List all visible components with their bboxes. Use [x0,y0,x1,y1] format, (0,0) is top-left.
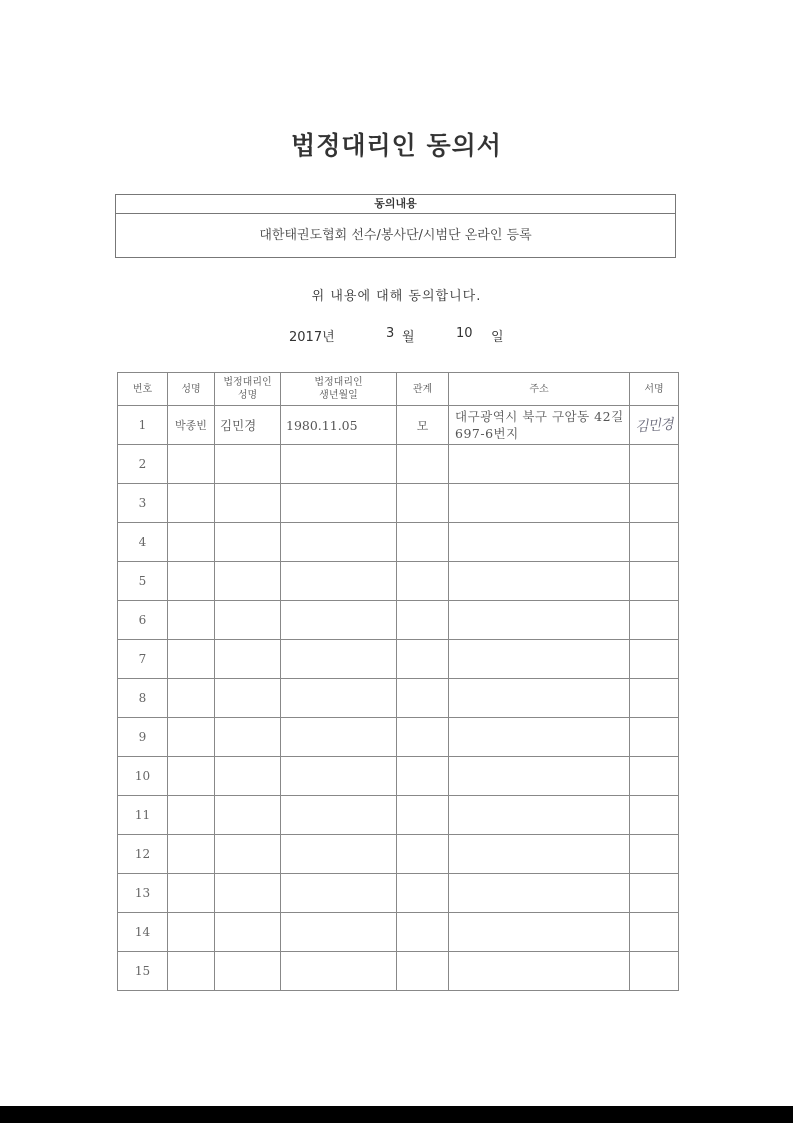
cell-num: 11 [118,796,168,835]
table-row [118,796,679,835]
cell-num: 10 [118,757,168,796]
cell-signature [630,640,679,679]
table-row [118,757,679,796]
cell-address [449,484,630,523]
page-title: 법정대리인 동의서 [291,131,502,160]
cell-signature [630,523,679,562]
cell-guardian-name [215,913,281,952]
cell-guardian-birth [281,445,397,484]
cell-address [449,913,630,952]
cell-guardian-birth [281,484,397,523]
cell-address [449,718,630,757]
cell-name [168,952,215,991]
cell-address [449,679,630,718]
date-day-unit: 일 [491,330,504,345]
cell-signature [630,718,679,757]
cell-name [168,913,215,952]
cell-signature [630,484,679,523]
consent-statement: 위 내용에 대해 동의합니다. [311,289,482,304]
cell-signature [630,679,679,718]
header-guardian-name [215,373,281,406]
cell-relation [397,679,449,718]
cell-relation [397,484,449,523]
cell-guardian-birth [281,679,397,718]
cell-num: 15 [118,952,168,991]
table-row [118,718,679,757]
table-row [118,835,679,874]
header-guardian-birth-line2: 생년월일 [319,390,358,401]
cell-name [168,445,215,484]
header-guardian-name-line1: 법정대리인 [223,377,272,388]
header-name: 성명 [168,373,215,406]
cell-relation [397,835,449,874]
cell-relation [397,562,449,601]
cell-relation [397,718,449,757]
cell-signature [630,835,679,874]
cell-address [449,523,630,562]
cell-num: 2 [118,445,168,484]
cell-guardian-name [215,952,281,991]
cell-address [449,874,630,913]
table-row [118,601,679,640]
cell-signature [630,913,679,952]
header-num: 번호 [118,373,168,406]
cell-signature [630,562,679,601]
header-signature: 서명 [630,373,679,406]
scan-border [0,1106,793,1123]
table-header-row [118,373,679,406]
cell-guardian-birth [281,562,397,601]
cell-num: 4 [118,523,168,562]
cell-name [168,601,215,640]
cell-signature [630,874,679,913]
cell-name [168,679,215,718]
cell-num: 6 [118,601,168,640]
cell-num: 9 [118,718,168,757]
cell-signature [630,601,679,640]
cell-num: 12 [118,835,168,874]
cell-guardian-name [215,445,281,484]
table-row [118,952,679,991]
table-row [118,874,679,913]
cell-guardian-birth: 1980.11.05 [281,406,397,445]
table-row [118,523,679,562]
cell-relation [397,640,449,679]
cell-name [168,484,215,523]
cell-num: 13 [118,874,168,913]
cell-address [449,952,630,991]
guardian-table [117,372,679,991]
cell-address [449,757,630,796]
cell-relation [397,445,449,484]
cell-num: 5 [118,562,168,601]
cell-guardian-birth [281,913,397,952]
cell-guardian-name [215,640,281,679]
cell-signature [630,445,679,484]
handwritten-signature: 김민경 [634,416,674,436]
date-day-value: 10 [456,326,473,341]
cell-guardian-birth [281,523,397,562]
cell-num: 14 [118,913,168,952]
cell-relation [397,913,449,952]
cell-guardian-birth [281,796,397,835]
guardian-table-wrap [117,372,679,991]
cell-address [449,640,630,679]
cell-relation [397,796,449,835]
table-row [118,679,679,718]
header-address: 주소 [449,373,630,406]
cell-guardian-name [215,796,281,835]
cell-relation [397,757,449,796]
cell-relation [397,874,449,913]
cell-guardian-birth [281,874,397,913]
cell-guardian-name [215,601,281,640]
cell-guardian-birth [281,601,397,640]
cell-guardian-name [215,484,281,523]
header-guardian-birth-line1: 법정대리인 [314,377,363,388]
table-row [118,913,679,952]
cell-guardian-birth [281,757,397,796]
cell-name [168,562,215,601]
cell-guardian-name [215,562,281,601]
cell-address: 대구광역시 북구 구암동 42길 697-6번지 [449,406,630,445]
cell-num: 7 [118,640,168,679]
header-relation: 관계 [397,373,449,406]
cell-guardian-name [215,874,281,913]
cell-relation: 모 [397,406,449,445]
consent-box [115,194,676,258]
table-row [118,406,679,445]
cell-address [449,562,630,601]
cell-name [168,640,215,679]
cell-guardian-name [215,718,281,757]
cell-guardian-birth [281,718,397,757]
cell-signature [630,796,679,835]
cell-guardian-name: 김민경 [215,406,281,445]
cell-guardian-name [215,757,281,796]
date-month-unit: 월 [402,330,415,345]
cell-address [449,601,630,640]
cell-name [168,796,215,835]
date-year: 2017년 [289,330,335,345]
cell-num: 3 [118,484,168,523]
cell-name: 박종빈 [168,406,215,445]
cell-signature [630,952,679,991]
cell-address [449,835,630,874]
cell-signature [630,406,679,445]
cell-name [168,874,215,913]
cell-address [449,796,630,835]
cell-name [168,718,215,757]
cell-num: 1 [118,406,168,445]
table-row [118,445,679,484]
header-guardian-name-line2: 성명 [237,390,258,401]
cell-guardian-name [215,835,281,874]
cell-address [449,445,630,484]
table-row [118,484,679,523]
cell-guardian-birth [281,640,397,679]
consent-content: 대한태권도협회 선수/봉사단/시범단 온라인 등록 [259,228,532,243]
table-row [118,562,679,601]
cell-relation [397,952,449,991]
cell-name [168,757,215,796]
table-row [118,640,679,679]
header-guardian-birth [281,373,397,406]
cell-num: 8 [118,679,168,718]
consent-header: 동의내용 [116,195,675,214]
cell-guardian-name [215,523,281,562]
cell-signature [630,757,679,796]
cell-relation [397,523,449,562]
cell-guardian-birth [281,952,397,991]
date-month-value: 3 [386,326,395,341]
cell-relation [397,601,449,640]
cell-guardian-name [215,679,281,718]
cell-guardian-birth [281,835,397,874]
table-body [118,406,679,991]
cell-name [168,523,215,562]
cell-name [168,835,215,874]
